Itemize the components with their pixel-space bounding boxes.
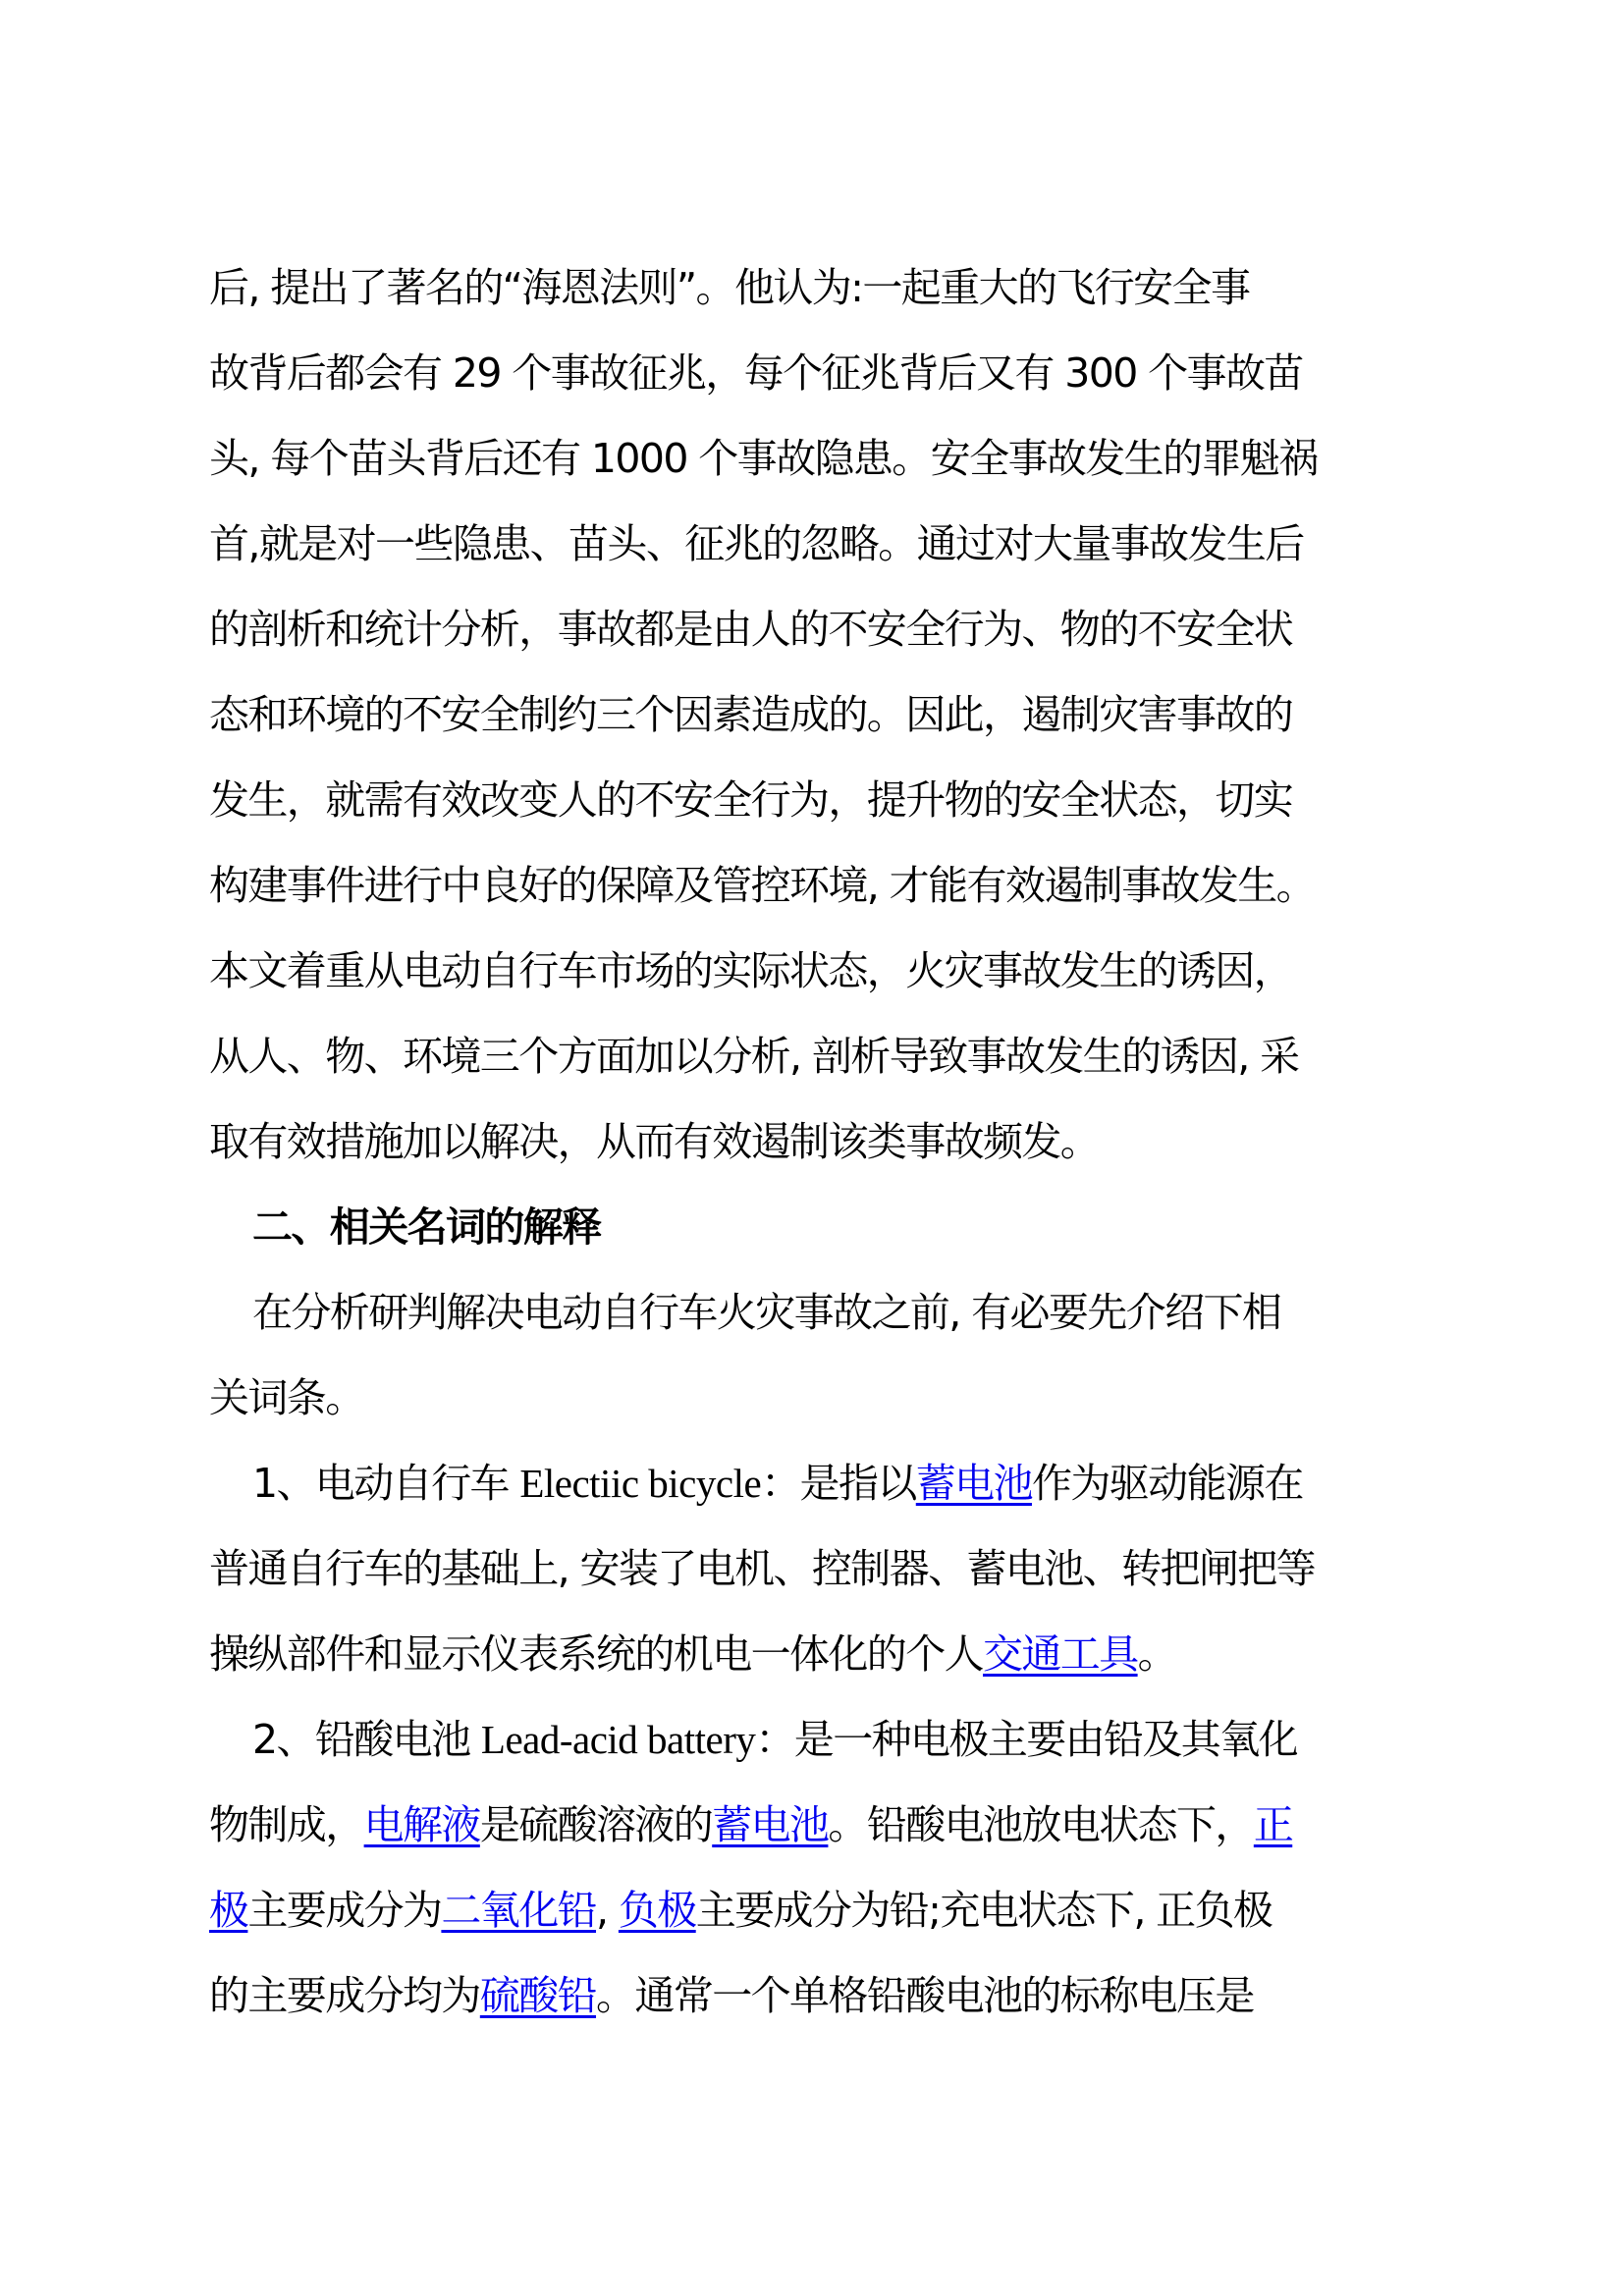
text-line bbox=[209, 1441, 1427, 1526]
term-electric-bicycle bbox=[209, 1441, 1427, 1697]
text-span: 。铅酸电池放电状态下， bbox=[828, 1801, 1254, 1848]
text-line: 后, 提出了著名的“海恩法则”。他认为:一起重大的飞行安全事 bbox=[209, 264, 1250, 311]
text-line: 的剖析和统计分析，事故都是由人的不安全行为、物的不安全状 bbox=[209, 606, 1293, 653]
term-english-name: Lead-acid battery bbox=[480, 1717, 756, 1762]
link-electrolyte[interactable]: 电解液 bbox=[363, 1801, 480, 1848]
paragraph-haine-law bbox=[209, 245, 1427, 1185]
text-line: 在分析研判解决电动自行车火灾事故之前, 有必要先介绍下相 bbox=[252, 1289, 1281, 1336]
text-line: 故背后都会有 29 个事故征兆，每个征兆背后又有 300 个事故苗 bbox=[209, 349, 1303, 397]
text-line bbox=[209, 1697, 1427, 1783]
text-line: 关词条。 bbox=[209, 1374, 364, 1421]
link-storage-battery[interactable]: 蓄电池 bbox=[915, 1460, 1032, 1507]
text-span: ：是指以 bbox=[761, 1460, 916, 1507]
term-english-name: Electiic bicycle bbox=[519, 1461, 762, 1506]
link-positive-electrode[interactable]: 正 bbox=[1253, 1801, 1293, 1848]
text-line: 本文着重从电动自行车市场的实际状态，火灾事故发生的诱因， bbox=[209, 947, 1293, 994]
term-number-label: 2、铅酸电池 bbox=[252, 1716, 481, 1763]
term-number-label: 1、电动自行车 bbox=[252, 1460, 520, 1507]
text-line: 首,就是对一些隐患、苗头、征兆的忽略。通过对大量事故发生后 bbox=[209, 520, 1304, 567]
text-line: 取有效措施加以解决，从而有效遏制该类事故频发。 bbox=[209, 1118, 1100, 1165]
text-line: 态和环境的不安全制约三个因素造成的。因此，遏制灾害事故的 bbox=[209, 691, 1293, 738]
text-span: ：是一种电极主要由铅及其氧化 bbox=[755, 1716, 1297, 1763]
text-line: 头, 每个苗头背后还有 1000 个事故隐患。安全事故发生的罪魁祸 bbox=[209, 435, 1318, 482]
text-line bbox=[209, 1953, 1427, 2039]
text-span: , bbox=[596, 1887, 619, 1934]
paragraph-intro-terms bbox=[209, 1270, 1427, 1441]
text-span: 的主要成分均为 bbox=[209, 1972, 480, 2019]
text-line bbox=[209, 1783, 1427, 1868]
section-heading: 二、相关名词的解释 bbox=[252, 1203, 601, 1251]
link-positive-electrode[interactable]: 极 bbox=[209, 1887, 248, 1934]
text-span: 是硫酸溶液的 bbox=[479, 1801, 713, 1848]
text-span: 。 bbox=[1137, 1630, 1177, 1678]
link-negative-electrode[interactable]: 负极 bbox=[618, 1887, 696, 1934]
text-line bbox=[209, 1868, 1427, 1953]
text-span: 主要成分为铅;充电状态下, 正负极 bbox=[695, 1887, 1272, 1934]
text-span: 作为驱动能源在 bbox=[1031, 1460, 1303, 1507]
link-storage-battery[interactable]: 蓄电池 bbox=[712, 1801, 829, 1848]
text-span: 操纵部件和显示仪表系统的机电一体化的个人 bbox=[209, 1630, 983, 1678]
text-line: 从人、物、环境三个方面加以分析, 剖析导致事故发生的诱因, 采 bbox=[209, 1033, 1299, 1080]
text-span: 。通常一个单格铅酸电池的标称电压是 bbox=[596, 1972, 1254, 2019]
link-lead-dioxide[interactable]: 二氧化铅 bbox=[441, 1887, 597, 1934]
text-line bbox=[209, 1612, 1427, 1697]
document-page bbox=[209, 245, 1427, 2039]
text-line: 构建事件进行中良好的保障及管控环境, 才能有效遏制事故发生。 bbox=[209, 862, 1316, 909]
link-transport-tool[interactable]: 交通工具 bbox=[983, 1630, 1138, 1678]
term-lead-acid-battery bbox=[209, 1697, 1427, 2039]
text-span: 物制成， bbox=[209, 1801, 364, 1848]
text-line: 发生，就需有效改变人的不安全行为，提升物的安全状态，切实 bbox=[209, 776, 1293, 824]
link-lead-sulfate[interactable]: 硫酸铅 bbox=[479, 1972, 597, 2019]
text-line: 普通自行车的基础上, 安装了电机、控制器、蓄电池、转把闸把等 bbox=[209, 1545, 1316, 1592]
text-span: 主要成分为 bbox=[247, 1887, 442, 1934]
